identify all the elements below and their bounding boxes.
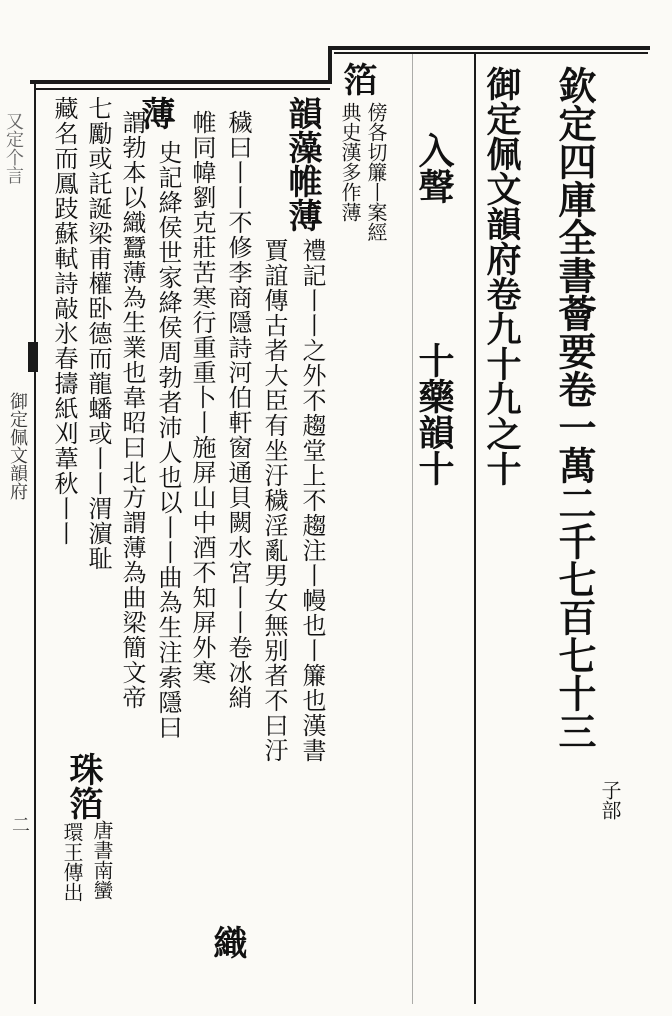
entry-note: 傍各切簾丨案經 bbox=[364, 102, 388, 242]
margin-mark bbox=[28, 342, 38, 372]
inner-top-border bbox=[34, 88, 330, 90]
entry-headword: 韻藻帷薄 bbox=[282, 96, 322, 232]
entry-text: 藏名而鳳跂蘇軾詩敲氷春擣紙刈葦秋丨丨 bbox=[50, 96, 78, 546]
entry-headword: 薄 bbox=[135, 96, 175, 130]
entry-text: 穢曰丨丨不修李商隱詩河伯軒窗通貝闕水宮丨丨卷冰綃 bbox=[224, 110, 252, 710]
entry-text: 賈誼傳古者大臣有坐汙穢淫亂男女無别者不曰汙 bbox=[260, 238, 288, 763]
entry-text: 帷同幃劉克莊苦寒行重重卜丨施屏山中酒不知屏外寒 bbox=[188, 110, 216, 685]
entry-note: 環王傳出 bbox=[60, 822, 84, 902]
entry-text: 史記絳侯世家絳侯周勃者沛人也以丨丨曲為生注索隱曰 bbox=[154, 140, 182, 740]
entry-headword: 珠箔 bbox=[63, 752, 103, 820]
rhyme-heading: 十藥韻十 bbox=[413, 342, 455, 486]
tone-heading: 入聲 bbox=[413, 132, 455, 204]
entry-headword: 織 bbox=[207, 925, 247, 959]
book-title: 御定佩文韻府卷九十九之十 bbox=[481, 66, 522, 486]
top-border-right bbox=[330, 46, 650, 50]
top-border bbox=[30, 80, 330, 84]
top-border-step bbox=[328, 46, 332, 84]
entry-text: 七勵或託誕梁甫權卧德而龍蟠或丨丨渭濵耻 bbox=[84, 96, 112, 571]
margin-fragment: 又定个言 bbox=[3, 112, 24, 184]
entry-text: 謂勃本以織蠶薄為生業也韋昭曰北方謂薄為曲梁簡文帝 bbox=[118, 110, 146, 710]
entry-note: 唐書南蠻 bbox=[90, 820, 114, 900]
divider-line bbox=[474, 54, 476, 1004]
entry-note: 典史漢多作薄 bbox=[338, 102, 362, 222]
entry-text: 禮記丨丨之外不趨堂上不趨注丨幔也丨簾也漢書 bbox=[298, 238, 326, 763]
entry-headword: 箔 bbox=[337, 62, 377, 96]
spine-label: 御定佩文韻府 bbox=[7, 392, 28, 500]
inner-top-border-right bbox=[334, 52, 648, 54]
page-number: 二 bbox=[9, 815, 30, 833]
series-title: 欽定四庫全書薈要卷一萬二千七百七十三 bbox=[552, 66, 597, 750]
left-border bbox=[34, 84, 36, 1004]
section-tag: 子部 bbox=[598, 780, 622, 820]
